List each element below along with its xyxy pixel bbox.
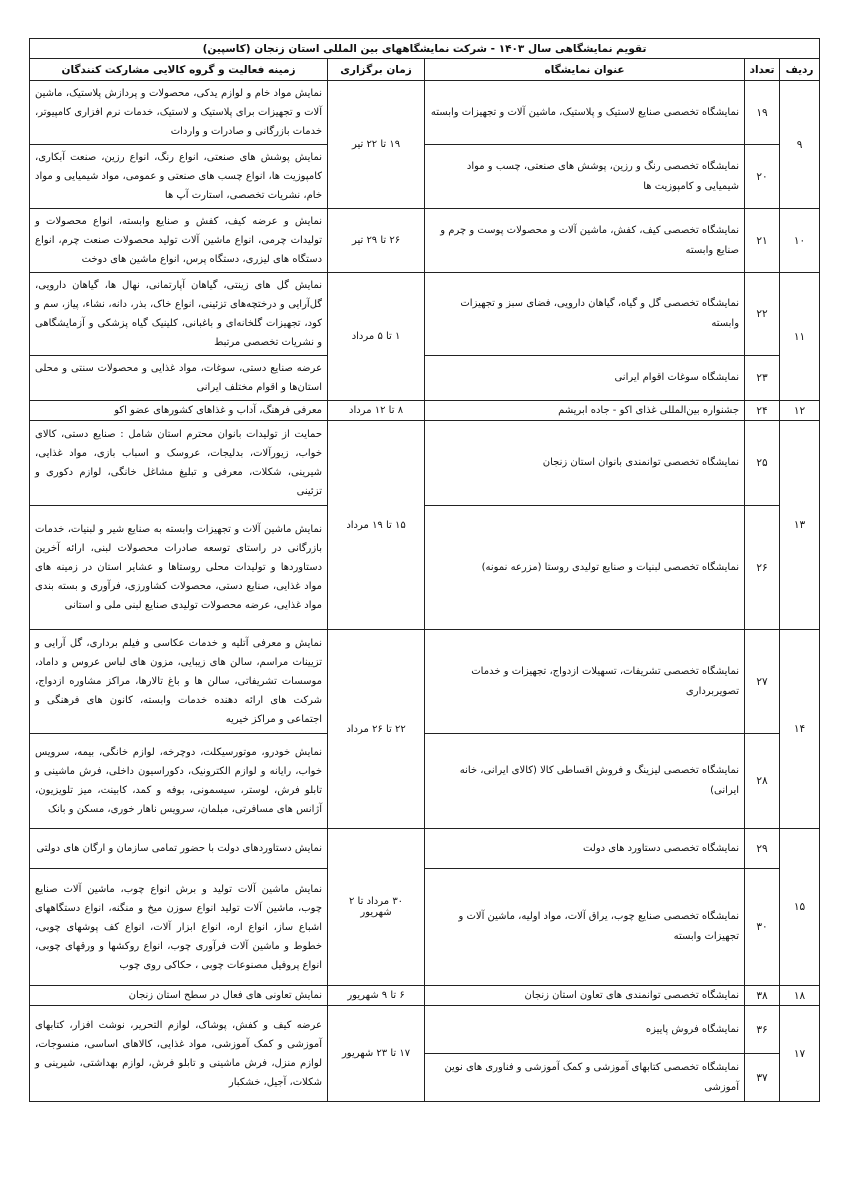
table-row [30, 869, 820, 986]
table-row [30, 1006, 820, 1054]
count-cell: ۲۱ [745, 209, 780, 273]
activity-cell: نمایش مواد خام و لوازم یدکی، محصولات و پردازش پلاستیک، ماشین آلات و تجهیزات برای پلاستیک و لاستیک، خدمات نرم افزاری کامپیوتر، خدمات بازرگانی و صادرات و واردات [30, 81, 328, 145]
table-row [30, 734, 820, 829]
exhibition-name-cell: نمایشگاه تخصصی توانمندی بانوان استان زنجان [425, 421, 745, 506]
exhibition-name-cell: نمایشگاه تخصصی دستاورد های دولت [425, 829, 745, 869]
exhibition-name-cell: نمایشگاه فروش پاییزه [425, 1006, 745, 1054]
row-number-cell: ۹ [780, 81, 820, 209]
exhibition-name-cell: نمایشگاه تخصصی تشریفات، تسهیلات ازدواج، تجهیزات و خدمات تصویربرداری [425, 630, 745, 734]
row-number-cell: ۱۳ [780, 421, 820, 630]
row-number-cell: ۱۷ [780, 1006, 820, 1102]
row-number-cell: ۱۴ [780, 630, 820, 829]
count-cell: ۳۸ [745, 986, 780, 1006]
table-row [30, 356, 820, 401]
row-number-cell: ۱۸ [780, 986, 820, 1006]
activity-cell: نمایش تعاونی های فعال در سطح استان زنجان [30, 986, 328, 1006]
count-cell: ۳۰ [745, 869, 780, 986]
exhibition-name-cell: نمایشگاه تخصصی کیف، کفش، ماشین آلات و محصولات پوست و چرم و صنایع وابسته [425, 209, 745, 273]
exhibition-calendar [29, 38, 819, 1102]
schedule-cell: ۱ تا ۵ مرداد [328, 273, 425, 401]
count-cell: ۲۲ [745, 273, 780, 356]
table-row [30, 986, 820, 1006]
count-cell: ۲۶ [745, 506, 780, 630]
activity-cell: عرضه کیف و کفش، پوشاک، لوازم التحریر، نوشت افزار، کتابهای آموزشی و کمک آموزشی، مواد غذایی، کالاهای اساسی، منسوجات، لوازم منزل، فرش ماشینی و تابلو فرش، لوازم بهداشتی، شیرینی و شکلات، آجیل، خشکبار [30, 1006, 328, 1102]
exhibition-name-cell: نمایشگاه تخصصی لیزینگ و فروش اقساطی کالا (کالای ایرانی، خانه ایرانی) [425, 734, 745, 829]
activity-cell: نمایش و عرضه کیف، کفش و صنایع وابسته، انواع محصولات و تولیدات چرمی، انواع ماشین آلات تولید محصولات صنعت چرم، انواع دستگاه های لیزری، دستگاه پرس، انواع ماشین های دوخت [30, 209, 328, 273]
table-row [30, 209, 820, 273]
exhibition-name-cell: نمایشگاه تخصصی کتابهای آموزشی و کمک آموزشی و فناوری های نوین آموزشی [425, 1054, 745, 1102]
row-number-cell: ۱۲ [780, 401, 820, 421]
exhibition-name-cell: نمایشگاه تخصصی صنایع لاستیک و پلاستیک، ماشین آلات و تجهیزات وابسته [425, 81, 745, 145]
calendar-table [29, 38, 820, 1102]
activity-cell: نمایش خودرو، موتورسیکلت، دوچرخه، لوازم خانگی، بیمه، سرویس خواب، رایانه و لوازم الکترونیک، دکوراسیون داخلی، فرش ماشینی و تابلو فرش، لوستر، سیسمونی، بوفه و کمد، کابینت، میز تلویزیون، آژانس های مسافرتی، مبلمان، سرویس ناهار خوری، مسکن و بانک [30, 734, 328, 829]
table-row [30, 506, 820, 630]
count-cell: ۲۴ [745, 401, 780, 421]
table-row [30, 829, 820, 869]
activity-cell: نمایش و معرفی آتلیه و خدمات عکاسی و فیلم برداری، گل آرایی و تزیینات مراسم، سالن های زیبایی، مزون های لباس عروس و داماد، موسسات تشریفاتی، سالن ها و باغ تالارها، مراکز مشاوره ازدواج، شرکت های ارائه دهنده خدمات وابسته، کانون های فرهنگی و اجتماعی و مراکز خیریه [30, 630, 328, 734]
activity-cell: حمایت از تولیدات بانوان محترم استان شامل : صنایع دستی، کالای خواب، زیورآلات، بدلیجات، عروسک و اسباب بازی، مواد غذایی، شیرینی، شکلات، معرفی و تبلیغ مشاغل خانگی، لوازم دکوری و تزئینی [30, 421, 328, 506]
exhibition-name-cell: نمایشگاه تخصصی رنگ و رزین، پوشش های صنعتی، چسب و مواد شیمیایی و کامپوزیت ها [425, 145, 745, 209]
count-cell: ۱۹ [745, 81, 780, 145]
count-cell: ۲۳ [745, 356, 780, 401]
schedule-cell: ۲۶ تا ۲۹ تیر [328, 209, 425, 273]
header-row [30, 59, 820, 81]
title-row [30, 39, 820, 59]
schedule-cell: ۱۵ تا ۱۹ مرداد [328, 421, 425, 630]
count-cell: ۳۷ [745, 1054, 780, 1102]
exhibition-name-cell: نمایشگاه تخصصی صنایع چوب، یراق آلات، مواد اولیه، ماشین آلات و تجهیزات وابسته [425, 869, 745, 986]
activity-cell: نمایش ماشین آلات و تجهیزات وابسته به صنایع شیر و لبنیات، خدمات بازرگانی در راستای توسعه صادرات محصولات لبنی، ارائه آخرین دستاوردها و تولیدات محلی روستاها و عشایر استان در زمینه های مواد غذایی، صنایع دستی، محصولات کشاورزی، فرآوری و بسته بندی مواد غذایی، عرضه محصولات تولیدی صنایع لبنی ملی و استانی [30, 506, 328, 630]
header-exhibition-name: عنوان نمایشگاه [425, 59, 745, 81]
exhibition-name-cell: نمایشگاه سوغات اقوام ایرانی [425, 356, 745, 401]
schedule-cell: ۳۰ مرداد تا ۲ شهریور [328, 829, 425, 986]
row-number-cell: ۱۰ [780, 209, 820, 273]
table-row [30, 630, 820, 734]
row-number-cell: ۱۱ [780, 273, 820, 401]
exhibition-name-cell: جشنواره بین‌المللی غذای اکو - جاده ابریشم [425, 401, 745, 421]
row-number-cell: ۱۵ [780, 829, 820, 986]
table-row [30, 81, 820, 145]
schedule-cell: ۶ تا ۹ شهریور [328, 986, 425, 1006]
count-cell: ۲۷ [745, 630, 780, 734]
activity-cell: نمایش دستاوردهای دولت با حضور تمامی سازمان و ارگان های دولتی [30, 829, 328, 869]
exhibition-name-cell: نمایشگاه تخصصی توانمندی های تعاون استان زنجان [425, 986, 745, 1006]
activity-cell: نمایش ماشین آلات تولید و برش انواع چوب، ماشین آلات صنایع چوب، ماشین آلات تولید انواع سوزن میخ و منگنه، انواع دستگاههای اشباع ساز، انواع اره، انواع ابزار آلات، انواع کف پوشهای چوبی، خطوط و ماشین آلات فرآوری چوب، انواع روکشها و ورقهای چوبی، انواع پروفیل مصنوعات چوبی ، حکاکی روی چوب [30, 869, 328, 986]
header-row-number: ردیف [780, 59, 820, 81]
activity-cell: عرضه صنایع دستی، سوغات، مواد غذایی و محصولات سنتی و محلی استان‌ها و اقوام مختلف ایرانی [30, 356, 328, 401]
table-row [30, 421, 820, 506]
schedule-cell: ۸ تا ۱۲ مرداد [328, 401, 425, 421]
count-cell: ۲۸ [745, 734, 780, 829]
table-row [30, 273, 820, 356]
activity-cell: نمایش گل های زینتی، گیاهان آپارتمانی، نهال ها، گیاهان دارویی، گل‌آرایی و درختچه‌های تزئینی، انواع خاک، بذر، دانه، نشاء، پیاز، سم و کود، تجهیزات گلخانه‌ای و باغبانی، کلینیک گیاه پزشکی و آزمایشگاهی و نشریات تخصصی مرتبط [30, 273, 328, 356]
activity-cell: نمایش پوشش های صنعتی، انواع رنگ، انواع رزین، صنعت آبکاری، کامپوزیت ها، انواع چسب های صنعتی و عمومی، مواد شیمیایی و مواد خام، نشریات تخصصی، استارت آپ ها [30, 145, 328, 209]
exhibition-name-cell: نمایشگاه تخصصی گل و گیاه، گیاهان دارویی، فضای سبز و تجهیزات وابسته [425, 273, 745, 356]
header-activity: زمینه فعالیت و گروه کالایی مشارکت کنندگان [30, 59, 328, 81]
table-row [30, 145, 820, 209]
count-cell: ۲۵ [745, 421, 780, 506]
exhibition-name-cell: نمایشگاه تخصصی لبنیات و صنایع تولیدی روستا (مزرعه نمونه) [425, 506, 745, 630]
header-count: تعداد [745, 59, 780, 81]
count-cell: ۳۶ [745, 1006, 780, 1054]
schedule-cell: ۱۷ تا ۲۳ شهریور [328, 1006, 425, 1102]
schedule-cell: ۱۹ تا ۲۲ تیر [328, 81, 425, 209]
header-schedule: زمان برگزاری [328, 59, 425, 81]
count-cell: ۲۰ [745, 145, 780, 209]
table-title: تقویم نمایشگاهی سال ۱۴۰۳ - شرکت نمایشگاههای بین المللی استان زنجان (کاسپین) [30, 39, 820, 59]
schedule-cell: ۲۲ تا ۲۶ مرداد [328, 630, 425, 829]
activity-cell: معرفی فرهنگ، آداب و غذاهای کشورهای عضو اکو [30, 401, 328, 421]
table-row [30, 401, 820, 421]
count-cell: ۲۹ [745, 829, 780, 869]
